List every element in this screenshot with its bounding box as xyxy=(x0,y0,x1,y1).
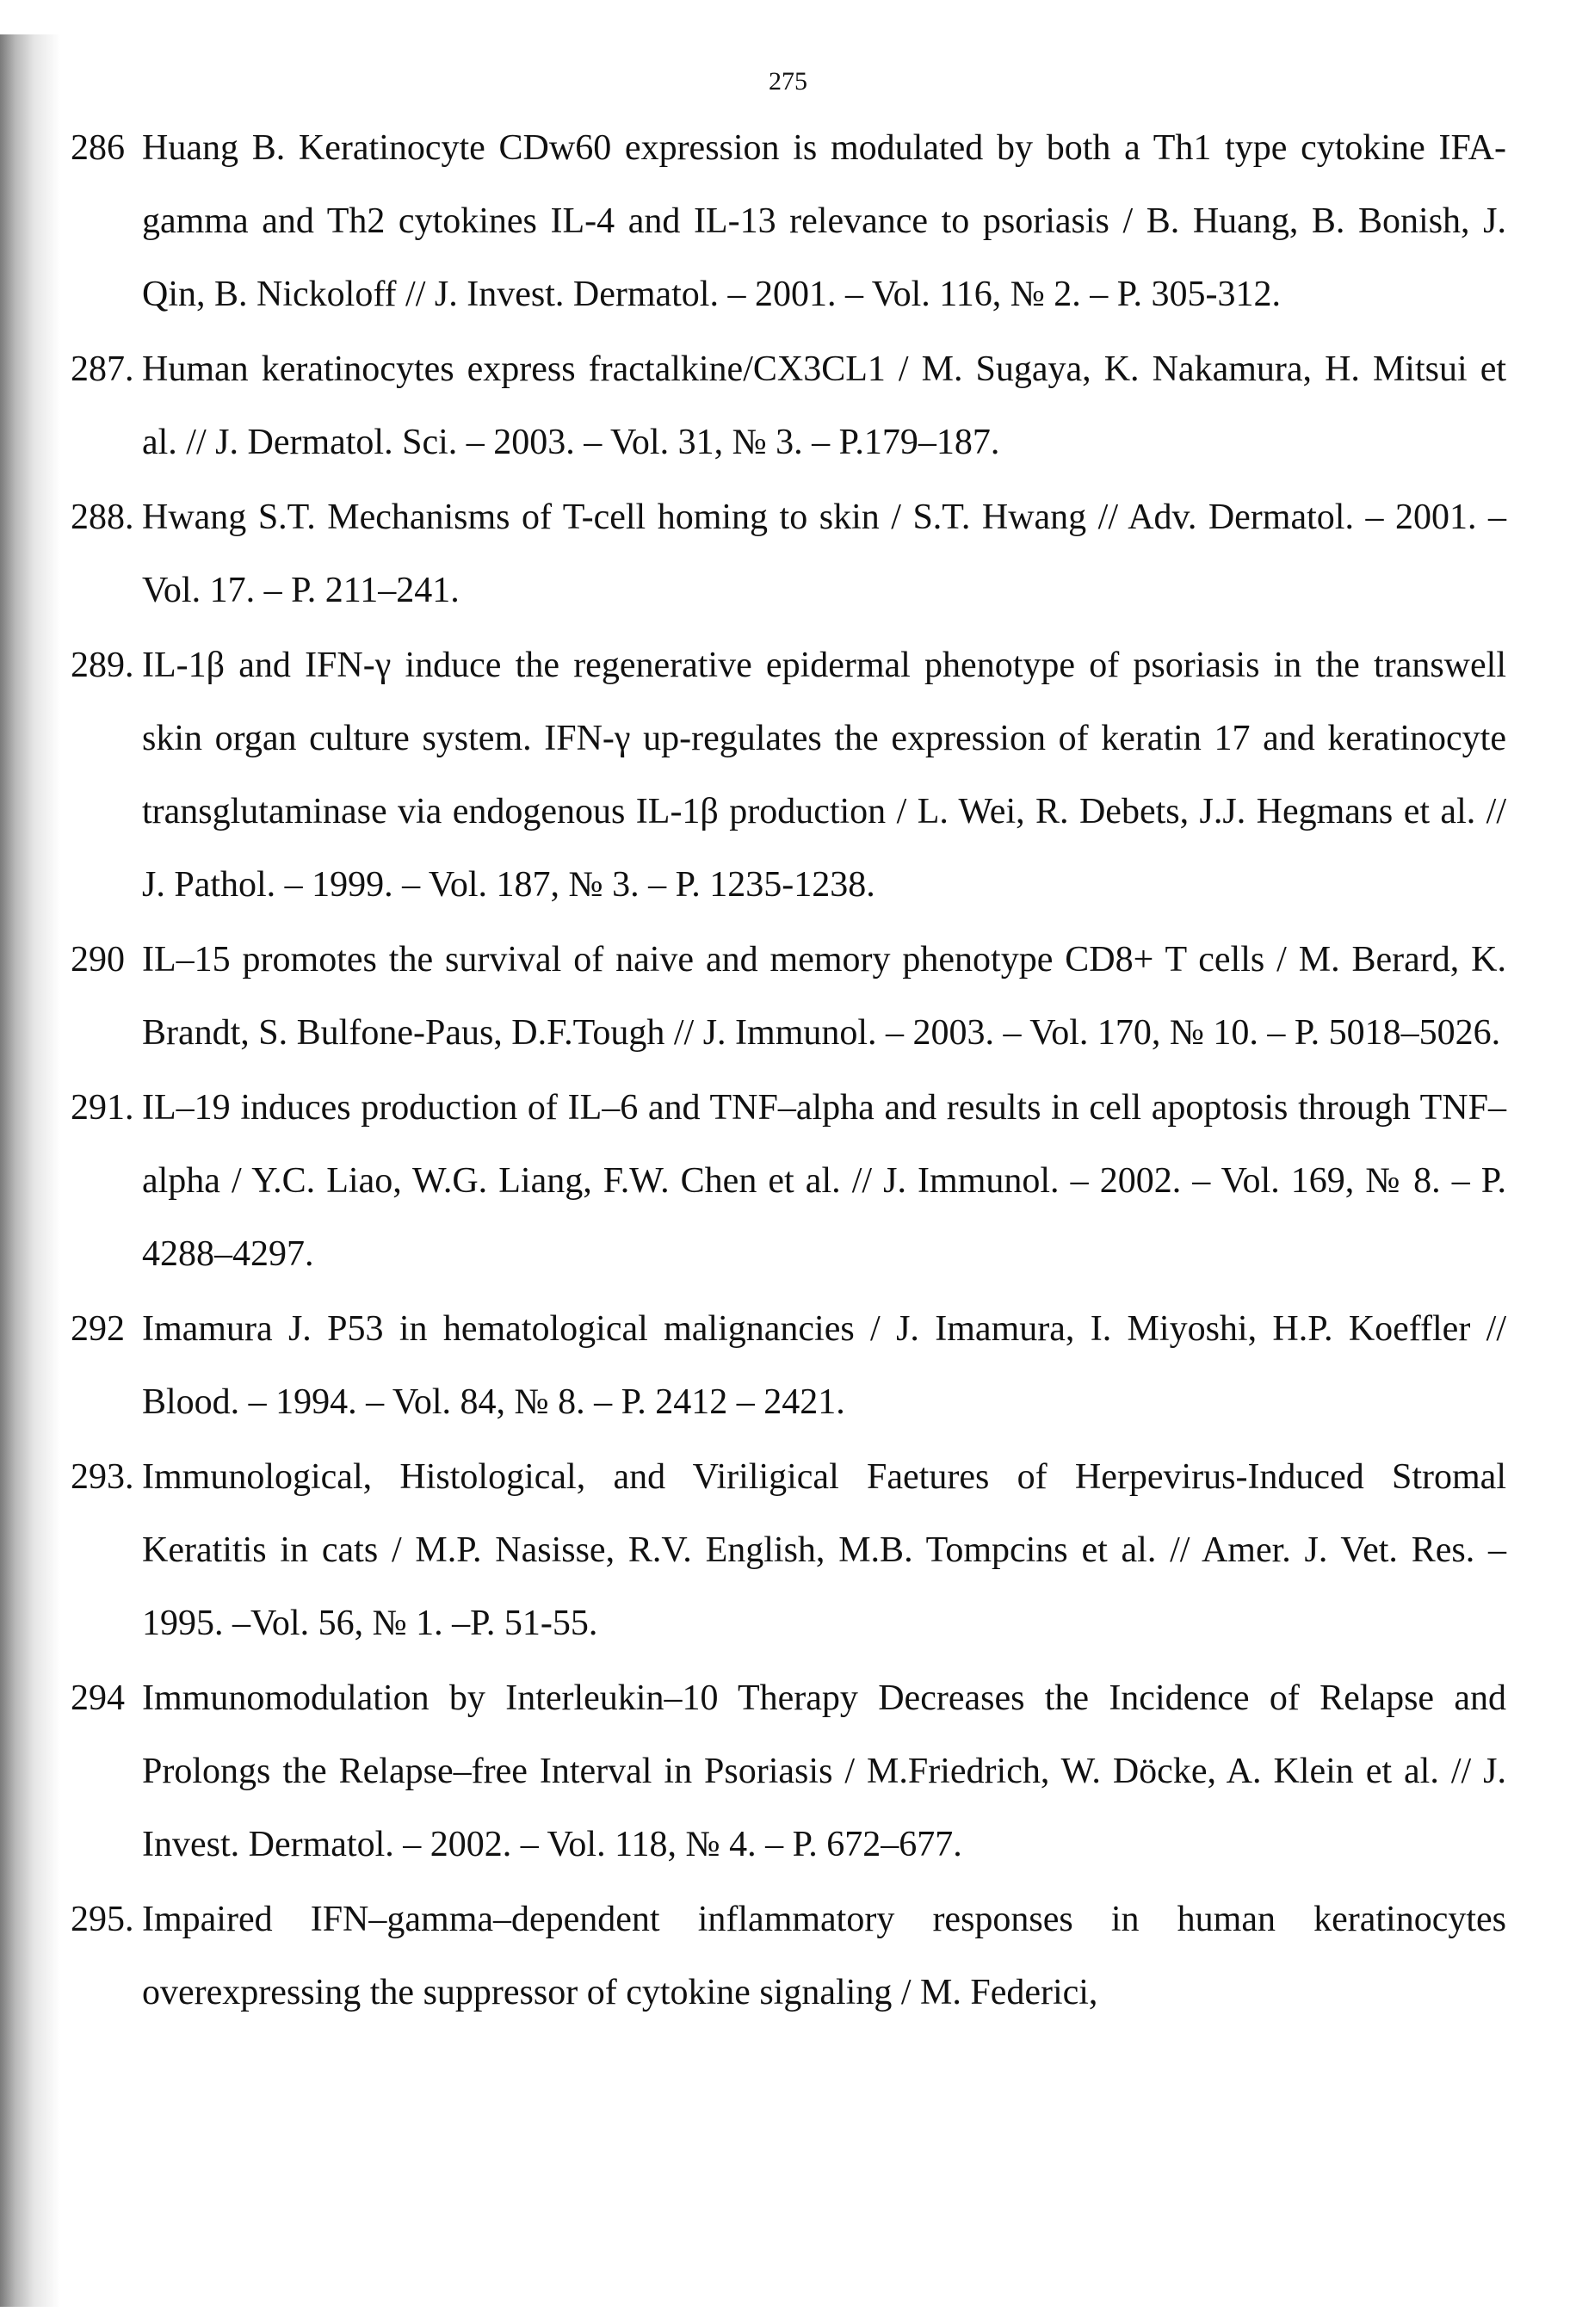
reference-number: 294 xyxy=(71,1678,125,1718)
reference-text: IL–15 promotes the survival of naive and memory phenotype CD8+ T cells / M. Berard, K. Brandt, S. Bulfone-Paus, D.F.Tough // J. Immunol. – 2003. – Vol. 170, № 10. – P. 5018–5026. xyxy=(142,940,1506,1053)
reference-item-291 xyxy=(0,1072,1576,1291)
reference-item-295 xyxy=(0,1883,1576,2030)
reference-item-294 xyxy=(0,1662,1576,1882)
reference-text: Hwang S.T. Mechanisms of T-cell homing to skin / S.T. Hwang // Adv. Dermatol. – 2001. – Vol. 17. – P. 211–241. xyxy=(142,498,1506,610)
reference-item-286 xyxy=(0,112,1576,331)
reference-item-288 xyxy=(0,481,1576,627)
reference-item-289 xyxy=(0,629,1576,922)
reference-number: 295. xyxy=(71,1900,134,1939)
reference-number: 292 xyxy=(71,1309,125,1349)
reference-number: 290 xyxy=(71,940,125,980)
reference-text: Huang B. Keratinocyte CDw60 expression is modulated by both a Th1 type cytokine IFA-gamma and Th2 cytokines IL-4 and IL-13 relevance to psoriasis / B. Huang, B. Bonish, J. Qin, B. Nickoloff // J. Invest. Dermatol. – 2001. – Vol. 116, № 2. – P. 305-312. xyxy=(142,128,1506,314)
reference-item-290 xyxy=(0,924,1576,1070)
reference-number: 288. xyxy=(71,498,134,537)
reference-number: 286 xyxy=(71,128,125,168)
reference-number: 291. xyxy=(71,1088,134,1128)
reference-number: 287. xyxy=(71,349,134,389)
reference-text: Immunomodulation by Interleukin–10 Therapy Decreases the Incidence of Relapse and Prolongs the Relapse–free Interval in Psoriasis / M.Friedrich, W. Döcke, A. Klein et al. // J. Invest. Dermatol. – 2002. – Vol. 118, № 4. – P. 672–677. xyxy=(142,1678,1506,1864)
reference-text: IL–19 induces production of IL–6 and TNF–alpha and results in cell apoptosis through TNF–alpha / Y.C. Liao, W.G. Liang, F.W. Chen et al. // J. Immunol. – 2002. – Vol. 169, № 8. – P. 4288–4297. xyxy=(142,1088,1506,1274)
reference-number: 289. xyxy=(71,646,134,685)
reference-text: Immunological, Histological, and Viriligical Faetures of Herpevirus-Induced Stromal Keratitis in cats / M.P. Nasisse, R.V. English, M.B. Tompcins et al. // Amer. J. Vet. Res. –1995. –Vol. 56, № 1. –P. 51-55. xyxy=(142,1457,1506,1643)
reference-text: Imamura J. P53 in hematological malignancies / J. Imamura, I. Miyoshi, H.P. Koeffler // Blood. – 1994. – Vol. 84, № 8. – P. 2412 – 2421. xyxy=(142,1309,1506,1422)
page-number: 275 xyxy=(769,67,807,96)
reference-item-287 xyxy=(0,333,1576,479)
reference-number: 293. xyxy=(71,1457,134,1497)
reference-item-293 xyxy=(0,1441,1576,1660)
reference-item-292 xyxy=(0,1293,1576,1439)
reference-text: IL-1β and IFN-γ induce the regenerative epidermal phenotype of psoriasis in the transwell skin organ culture system. IFN-γ up-regulates the expression of keratin 17 and keratinocyte transglutaminase via endogenous IL-1β production / L. Wei, R. Debets, J.J. Hegmans et al. // J. Pathol. – 1999. – Vol. 187, № 3. – P. 1235-1238. xyxy=(142,646,1506,905)
reference-list xyxy=(0,112,1576,2031)
reference-text: Impaired IFN–gamma–dependent inflammatory responses in human keratinocytes overexpressing the suppressor of cytokine signaling / M. Federici, xyxy=(142,1900,1506,2012)
reference-text: Human keratinocytes express fractalkine/CX3CL1 / M. Sugaya, K. Nakamura, H. Mitsui et al. // J. Dermatol. Sci. – 2003. – Vol. 31, № 3. – P.179–187. xyxy=(142,349,1506,462)
